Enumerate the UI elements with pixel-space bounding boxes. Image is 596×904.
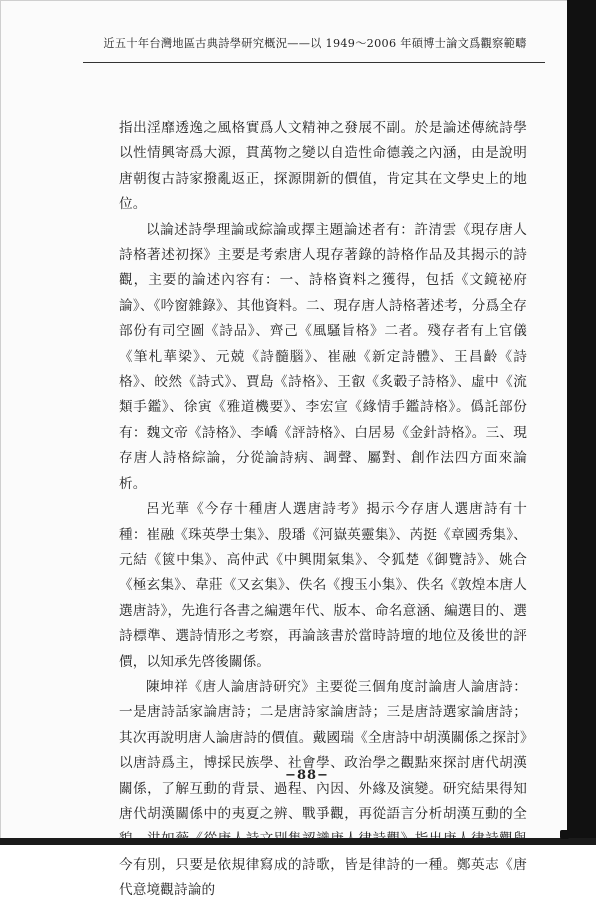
header-rule [83,62,545,63]
paragraph-2: 以論述詩學理論或綜論或擇主題論述者有：許清雲《現存唐人詩格著述初探》主要是考索唐人現存著錄的詩格作品及其揭示的詩觀，主要的論述內容有：一、詩格資料之獲得，包括《文鏡祕府論》、《吟窗雜錄》、其他資料。二、現存唐人詩格著述考，分爲全存部份有司空圖《詩品》、齊己《風騷旨格》二者。殘存者有上官儀《筆札華梁》、元兢《詩髓腦》、崔融《新定詩體》、王昌齡《詩格》、皎然《詩式》、賈島《詩格》、王叡《炙轂子詩格》、虛中《流類手鑑》、徐寅《雅道機要》、李宏宣《緣情手鑑詩格》。僞託部份有：魏文帝《詩格》、李嶠《評詩格》、白居易《金針詩格》。三、現存唐人詩格綜論，分從論詩病、調聲、屬對、創作法四方面來論析。 [119,221,527,492]
paragraph-4: 陳坤祥《唐人論唐詩研究》主要從三個角度討論唐人論唐詩：一是唐詩話家論唐詩；二是唐詩家論唐詩；三是唐詩選家論唐詩；其次再說明唐人論唐詩的價值。戴國瑞《全唐詩中胡漢關係之探討》以唐詩爲主，博採民族學、社會學、政治學之觀點來探討唐代胡漢關係，了解互動的背景、過程、內因、外緣及演變。研究結果得知唐代胡漢關係中的夷夏之辨、戰爭觀，再從語言分析胡漢互動的全 今有別，只要是依規律寫成的詩歌，皆是律詩的一種。鄭英志《唐代意境觀詩論的 [119,678,527,899]
paragraph-3: 呂光華《今存十種唐人選唐詩考》揭示今存唐人選唐詩有十種：崔融《珠英學士集》、殷璠《河嶽英靈集》、芮挺《章國秀集》、元結《篋中集》、高仲武《中興閒氣集》、令狐楚《御覽詩》、姚合《極玄集》、韋莊《又玄集》、佚名《搜玉小集》、佚名《敦煌本唐人選唐詩》，先進行各書之編選年代、版本、命名意涵、編選目的、選詩標準、選詩情形之考察，再論該書於當時詩壇的地位及後世的評價，以知承先啓後關係。 [119,501,527,670]
running-header: 近五十年台灣地區古典詩學研究概況——以 1949～2006 年碩博士論文爲觀察範疇 [103,37,527,50]
scan-edge-bottom [0,838,596,845]
scan-edge-right [567,0,596,845]
paragraph-1: 指出淫靡透逸之風格實爲人文精神之發展不副。於是論述傳統詩學以性情興寄爲大源，貫萬物之變以自造性命德義之內涵，由是說明唐朝復古詩家撥亂返正，探源開新的價值，肯定其在文學史上的地位。 [119,120,527,213]
scan-corner-mark [560,830,569,839]
page-number: −88− [285,768,329,783]
